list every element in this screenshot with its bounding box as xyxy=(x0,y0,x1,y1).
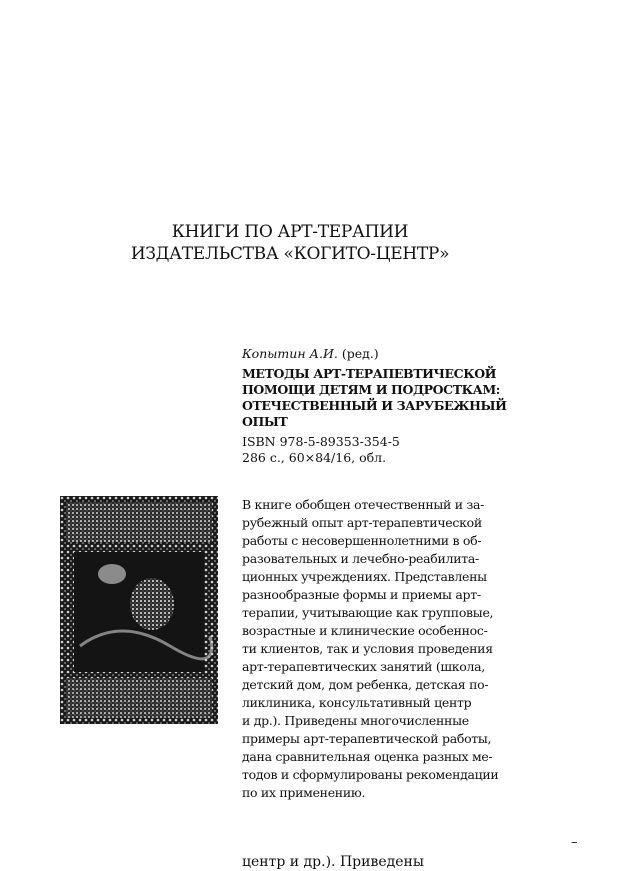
description-line: арт-терапевтических занятий (школа, xyxy=(242,659,485,674)
heading-line-2: ИЗДАТЕЛЬСТВА «КОГИТО-ЦЕНТР» xyxy=(130,244,450,264)
book-entry-meta xyxy=(242,346,522,466)
description-line: разнообразные формы и приемы арт- xyxy=(242,587,481,602)
description-line: ти клиентов, так и условия проведения xyxy=(242,641,493,656)
book-title-line: ОТЕЧЕСТВЕННЫЙ И ЗАРУБЕЖНЫЙ xyxy=(242,398,507,413)
book-cover-image xyxy=(60,496,218,724)
book-title-line: ПОМОЩИ ДЕТЯМ И ПОДРОСТКАМ: xyxy=(242,382,501,397)
book-title-line: ОПЫТ xyxy=(242,414,288,429)
description-line: работы с несовершеннолетними в об- xyxy=(242,533,482,548)
editor-mark: (ред.) xyxy=(341,346,379,361)
author-name: Копытин А.И. xyxy=(242,346,338,361)
page-dash: – xyxy=(571,835,578,850)
description-line: детский дом, дом ребенка, детская по- xyxy=(242,677,489,692)
description-line: примеры арт-терапевтической работы, xyxy=(242,731,492,746)
book-title xyxy=(242,366,522,430)
book-isbn: ISBN 978-5-89353-354-5 xyxy=(242,434,400,449)
description-line: дана сравнительная оценка разных ме- xyxy=(242,749,493,764)
heading-line-1: КНИГИ ПО АРТ-ТЕРАПИИ xyxy=(171,222,409,242)
book-author xyxy=(242,346,522,362)
description-line: терапии, учитывающие как групповые, xyxy=(242,605,494,620)
book-pages: 286 с., 60×84/16, обл. xyxy=(242,450,387,465)
description-line: и др.). Приведены многочисленные xyxy=(242,713,469,728)
book-title-line: МЕТОДЫ АРТ-ТЕРАПЕВТИЧЕСКОЙ xyxy=(242,366,497,381)
book-description xyxy=(242,496,522,802)
description-line: по их применению. xyxy=(242,785,366,800)
description-line: разовательных и лечебно-реабилита- xyxy=(242,551,479,566)
description-line: рубежный опыт арт-терапевтической xyxy=(242,515,482,530)
description-line: тодов и сформулированы рекомендации xyxy=(242,767,499,782)
description-line: В книге обобщен отечественный и за- xyxy=(242,497,485,512)
book-cover-illustration xyxy=(60,496,218,724)
section-heading xyxy=(0,221,580,265)
description-line: ционных учреждениях. Представлены xyxy=(242,569,487,584)
description-line: ликлиника, консультативный центр xyxy=(242,695,472,710)
description-line: возрастные и клинические особеннос- xyxy=(242,623,488,638)
overflow-text-line: центр и др.). Приведены xyxy=(242,854,424,870)
